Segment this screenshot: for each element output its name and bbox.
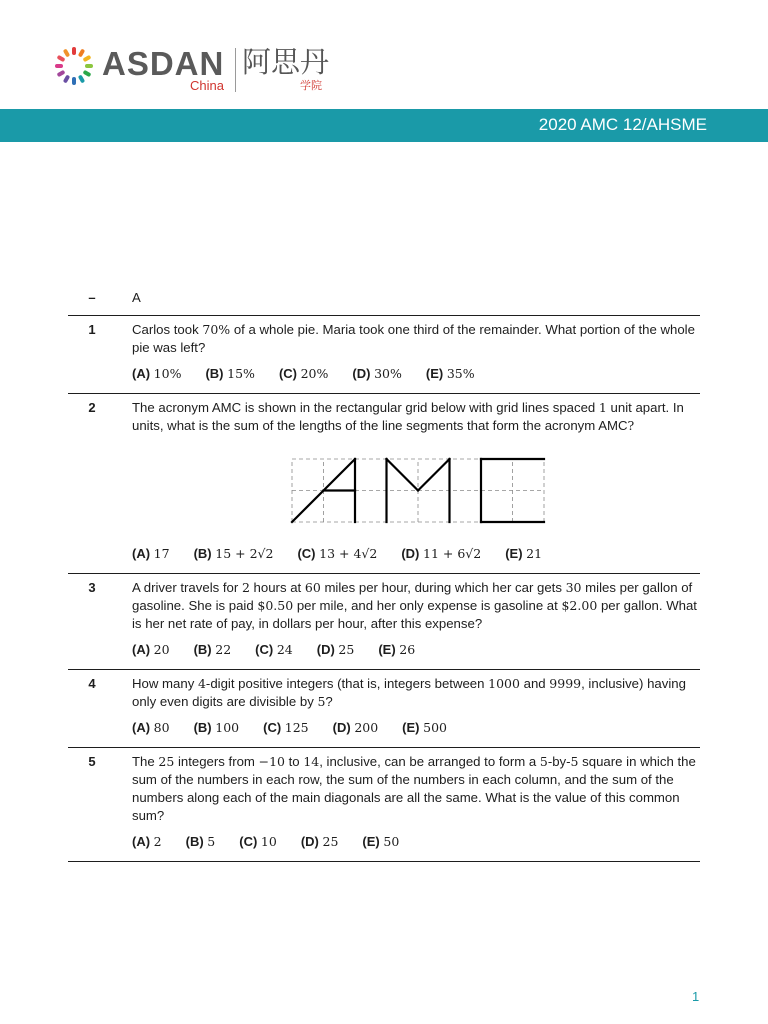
choice-value: 21 — [526, 546, 543, 561]
choice-value: 100 — [215, 720, 240, 735]
text-segment: hours at — [249, 580, 305, 595]
choice-value: 15 + 2√2 — [215, 546, 274, 561]
text-segment: integers from — [174, 754, 259, 769]
problem-row — [68, 574, 700, 670]
choice-value: 15% — [227, 366, 255, 381]
page-number: 1 — [692, 989, 700, 1004]
problem-list — [68, 316, 700, 862]
header-number-column: – — [88, 290, 96, 305]
answer-choices — [132, 641, 700, 659]
acronym-segment — [418, 459, 450, 491]
text-segment: per mile, and her only expense is gasoline at — [293, 598, 562, 613]
answer-choices — [132, 833, 700, 851]
answer-choices — [132, 365, 700, 383]
choice-value: 500 — [423, 720, 447, 735]
choice-value: 200 — [354, 720, 379, 735]
problem-number: 5 — [88, 754, 96, 769]
math-value: 70% — [202, 322, 231, 337]
choice-label: (A) — [132, 720, 151, 735]
choice-value: 20% — [300, 366, 329, 381]
choice-value: 25 — [338, 642, 355, 657]
text-segment: per gallon. What is her net rate of pay, in dollars per hour, after this expense? — [132, 598, 697, 631]
answer-choice — [263, 719, 309, 737]
answer-choice — [352, 365, 401, 383]
brand-subtitle: China — [190, 78, 224, 93]
problem-body — [132, 399, 700, 563]
choice-label: (B) — [193, 642, 212, 657]
choice-label: (D) — [352, 366, 371, 381]
math-value: 4 — [197, 676, 206, 691]
choice-value: 22 — [215, 642, 232, 657]
choice-label: (D) — [300, 834, 319, 849]
problem-text — [132, 579, 700, 633]
choice-label: (E) — [362, 834, 380, 849]
choice-value: 20 — [153, 642, 170, 657]
choice-value: 80 — [153, 720, 170, 735]
text-segment: -digit positive integers (that is, integers between — [205, 676, 489, 691]
choice-label: (A) — [132, 834, 151, 849]
acronym-segment — [387, 459, 419, 491]
problem-body — [132, 321, 700, 383]
problem-row — [68, 748, 700, 862]
text-segment: The — [132, 754, 159, 769]
choice-value: 2 — [153, 834, 162, 849]
problem-number: 2 — [88, 400, 96, 415]
answer-choice — [205, 365, 254, 383]
answer-choice — [333, 719, 379, 737]
choice-label: (B) — [193, 546, 212, 561]
text-segment: The acronym AMC is shown in the rectangular grid below with grid lines spaced — [132, 400, 599, 415]
answer-choice — [505, 545, 542, 563]
answer-choice — [132, 365, 181, 383]
choice-label: (C) — [255, 642, 274, 657]
text-segment: to — [284, 754, 304, 769]
choice-value: 24 — [276, 642, 293, 657]
choice-label: (C) — [239, 834, 258, 849]
answer-choice — [402, 719, 447, 737]
problem-row — [68, 316, 700, 394]
text-segment: , inclusive, can be arranged to form a — [319, 754, 540, 769]
choice-label: (D) — [401, 546, 420, 561]
problem-text — [132, 753, 700, 825]
brand-name: ASDAN — [102, 45, 225, 82]
choice-label: (A) — [132, 546, 151, 561]
answer-choice — [426, 365, 475, 383]
table-header-row — [68, 284, 700, 316]
math-value: 60 — [304, 580, 321, 595]
answer-choice — [194, 719, 240, 737]
answer-choice — [378, 641, 415, 659]
answer-choice — [186, 833, 216, 851]
text-segment: of a whole pie. Maria took one third of the remainder. What portion of the whole pie was left? — [132, 322, 695, 355]
problem-body — [132, 753, 700, 851]
answer-choice — [279, 365, 328, 383]
math-value: 25 — [158, 754, 175, 769]
choice-label: (A) — [132, 642, 151, 657]
problem-body — [132, 675, 700, 737]
choice-label: (E) — [402, 720, 420, 735]
choice-label: (C) — [263, 720, 282, 735]
pinwheel-logo-icon — [52, 44, 96, 88]
answer-choice — [194, 641, 232, 659]
math-value: 30 — [565, 580, 582, 595]
choice-value: 11 + 6√2 — [423, 546, 482, 561]
choice-value: 10 — [260, 834, 277, 849]
answer-choices — [132, 545, 700, 563]
text-segment: and — [519, 676, 550, 691]
math-value: $0.50 — [257, 598, 294, 613]
answer-choice — [362, 833, 399, 851]
answer-choice — [132, 719, 170, 737]
brand-chinese-subtitle: 学院 — [300, 79, 322, 92]
text-segment: , inclusive) having only even digits are divisible by — [132, 676, 686, 709]
text-segment: -by- — [547, 754, 571, 769]
answer-choice — [301, 833, 339, 851]
asdan-logo — [52, 44, 342, 96]
choice-label: (D) — [316, 642, 335, 657]
math-value: $2.00 — [561, 598, 598, 613]
choice-value: 17 — [153, 546, 170, 561]
choice-label: (E) — [378, 642, 396, 657]
answer-choice — [317, 641, 355, 659]
problem-text — [132, 321, 700, 357]
text-segment: A driver travels for — [132, 580, 242, 595]
choice-value: 26 — [399, 642, 416, 657]
problem-number: 3 — [88, 580, 96, 595]
math-value: 14 — [303, 754, 320, 769]
choice-label: (C) — [278, 366, 297, 381]
text-segment: unit apart. In units, what is the sum of the lengths of the line segments that form the acronym AMC — [132, 400, 684, 433]
math-value: 2 — [241, 580, 250, 595]
brand-chinese-name: 阿思丹 — [242, 45, 330, 79]
choice-label: (B) — [193, 720, 212, 735]
choice-value: 125 — [284, 720, 309, 735]
problem-text — [132, 399, 700, 435]
problem-number: 1 — [88, 322, 96, 337]
answer-choice — [255, 641, 293, 659]
choice-value: 50 — [383, 834, 400, 849]
title-banner — [0, 109, 768, 142]
text-segment: ? — [325, 694, 333, 709]
choice-label: (E) — [425, 366, 444, 381]
math-value: −10 — [258, 754, 285, 769]
problem-body — [132, 579, 700, 659]
choice-value: 5 — [207, 834, 216, 849]
choice-value: 35% — [446, 366, 475, 381]
math-value: 5 — [317, 694, 326, 709]
header-answer-column: A — [132, 290, 141, 305]
math-value: 1000 — [488, 676, 520, 691]
answer-choice — [401, 545, 481, 563]
math-value: 5 — [570, 754, 579, 769]
answer-choice — [194, 545, 274, 563]
math-value: 5 — [539, 754, 548, 769]
answer-choice — [297, 545, 377, 563]
answer-choice — [132, 545, 170, 563]
choice-label: (E) — [505, 546, 523, 561]
problem-row — [68, 394, 700, 574]
choice-label: (B) — [185, 834, 204, 849]
choice-value: 13 + 4√2 — [319, 546, 378, 561]
text-segment: Carlos took — [132, 322, 203, 337]
text-segment: miles per hour, during which her car gets — [320, 580, 566, 595]
choice-value: 25 — [322, 834, 339, 849]
choice-value: 30% — [374, 366, 402, 381]
problem-row — [68, 670, 700, 748]
answer-choice — [239, 833, 277, 851]
problems-table — [68, 284, 700, 862]
math-value: ? — [627, 418, 635, 433]
amc-grid-figure — [290, 457, 546, 525]
choice-label: (D) — [332, 720, 351, 735]
choice-value: 10% — [153, 366, 182, 381]
math-value: 1 — [598, 400, 607, 415]
text-segment: How many — [132, 676, 198, 691]
text-segment: miles per gallon of gasoline. She is paid — [132, 580, 693, 613]
answer-choices — [132, 719, 700, 737]
exam-title: 2020 AMC 12/AHSME — [538, 115, 707, 134]
choice-label: (C) — [297, 546, 316, 561]
answer-choice — [132, 833, 162, 851]
math-value: 9999 — [549, 676, 582, 691]
choice-label: (A) — [132, 366, 151, 381]
choice-label: (B) — [205, 366, 224, 381]
brand-divider — [235, 48, 236, 92]
problem-text — [132, 675, 700, 711]
text-segment: square in which the sum of the numbers in each row, the sum of the numbers in each column, and the sum of the numbers along each of the main diagonals are all the same. What is the value of this common sum? — [132, 754, 696, 823]
problem-number: 4 — [88, 676, 96, 691]
answer-choice — [132, 641, 170, 659]
